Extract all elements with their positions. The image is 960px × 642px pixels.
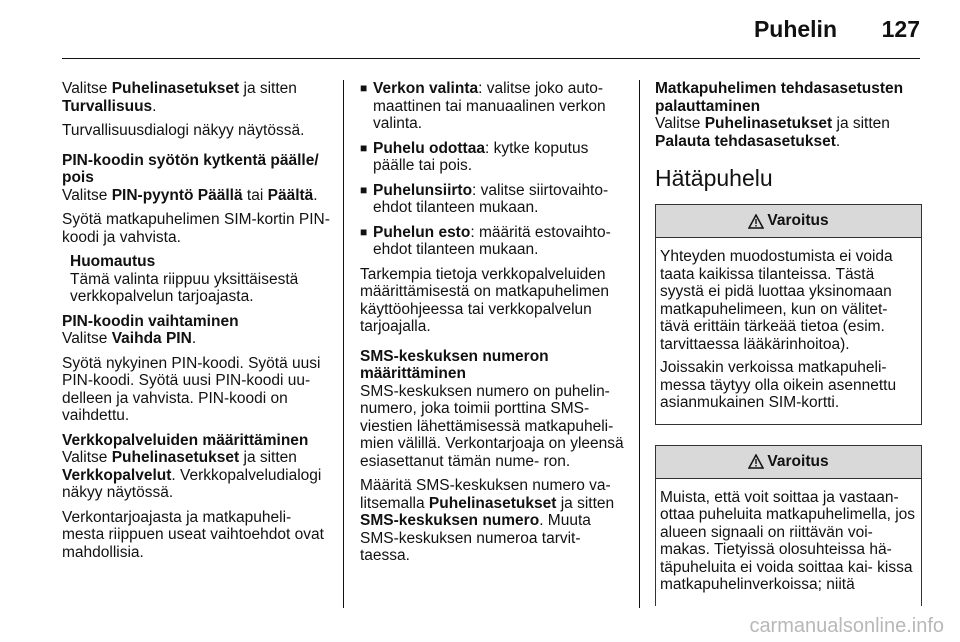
warning-icon [748,454,764,469]
warning-text: Yhteyden muodostumista ei voida taata kaikissa tilanteissa. Tästä syystä ei pidä luottaa yksinomaan matkapuhelimeen, kun on välitet- tävä erittäin tärkeää tietoa (esim. tarvittaessa lääkärinhoitoa). [660,248,893,353]
change-pin-text: Syötä nykyinen PIN-koodi. Syötä uusi PIN-koodi. Syötä uusi PIN-koodi uu- delleen ja vahvista. PIN-koodi on vaihdettu. [62,354,321,424]
bullet-icon: ■ [360,224,368,239]
warning-icon [748,214,764,229]
warning-title: Varoitus [767,452,829,470]
bullet-item: ■ Puhelunsiirto: valitse siirtovaihto- ehdot tilanteen mukaan. [360,181,609,216]
network-heading: Verkkopalveluiden määrittäminen [62,431,309,449]
bullet-icon: ■ [360,140,368,155]
warning-box [655,445,922,606]
note-text: Tämä valinta riippuu yksittäisestä verkkopalvelun tarjoajasta. [70,270,299,305]
warning-text: Joissakin verkoissa matkapuheli- messa täytyy olla oikein asennettu asianmukainen SIM-kortti. [660,359,897,411]
warning-body [656,238,921,424]
bullet-item: ■ Verkon valinta: valitse joko auto- maattinen tai manuaalinen verkon valinta. [360,80,606,132]
reset-heading: Matkapuhelimen tehdasasetusten palauttaminen [655,80,904,115]
reset-select: Valitse Puhelinasetukset ja sitten Palauta tehdasasetukset. [655,115,890,150]
sms-text: SMS-keskuksen numero on puhelin- numero, joka toimii porttina SMS- viestien lähettämisessä matkapuheli- mien välillä. Verkontarjoaja on yleensä esiasettanut tämän nume- ron. [360,382,624,470]
bullet-icon: ■ [360,182,368,197]
column-divider-2 [639,80,640,608]
warning-text: Muista, että voit soittaa ja vastaan- ottaa puheluita matkapuhelimella, jos alueen signaali on riittävän voi- makas. Tietyissä olosuhteissa hä- täpuheluita ei voida soittaa kai- kissa matkapuhelinverkoissa; niitä [660,488,916,593]
bullet-icon: ■ [360,81,368,95]
section-title: Hätäpuhelu [655,165,773,191]
bullet-item: ■ Puhelu odottaa: kytke koputus päälle tai pois. [360,139,589,174]
warning-box [655,204,922,425]
watermark: carmanualsonline.info [749,615,944,637]
note [62,253,330,306]
header-title: Puhelin [753,16,837,42]
column-2 [360,80,624,572]
intro-paragraph: Valitse Puhelinasetukset ja sitten Turvallisuus. [62,80,297,115]
pin-text: Syötä matkapuhelimen SIM-kortin PIN-koodi ja vahvista. [62,211,330,246]
column-3 [655,80,922,626]
note-title: Huomautus [70,253,156,270]
change-pin-heading: PIN-koodin vaihtaminen [62,312,239,330]
network-text: Verkontarjoajasta ja matkapuheli- mesta riippuen useat vaihtoehdot ovat mahdollisia. [62,508,324,561]
warning-header [656,205,921,238]
change-pin-select: Valitse Vaihda PIN. [62,330,197,347]
column-1 [62,80,330,568]
pin-select-paragraph: Valitse PIN-pyyntö Päällä tai Päältä. [62,186,318,204]
warning-title: Varoitus [767,212,829,230]
warning-header [656,446,921,479]
page-number: 127 [881,16,920,42]
network-select: Valitse Puhelinasetukset ja sitten Verkkopalvelut. Verkkopalveludialogi näkyy näytössä. [62,449,322,501]
warning-body [656,479,921,606]
header-rule [62,58,920,59]
more-info-text: Tarkempia tietoja verkkopalveluiden määrittämisestä on matkapuhelimen käyttöohjeessa tai verkkopalvelun tarjoajalla. [360,265,609,335]
column-divider-1 [343,80,344,608]
pin-heading: PIN-koodin syötön kytkentä päälle/ pois [62,151,319,186]
intro-line2: Turvallisuusdialogi näkyy näytössä. [62,122,305,139]
sms-select: Määritä SMS-keskuksen numero va- litsemalla Puhelinasetukset ja sitten SMS-keskuksen numero. Muuta SMS-keskuksen numeroa tarvit- taessa. [360,477,615,564]
bullet-item: ■ Puhelun esto: määritä estovaihto- ehdot tilanteen mukaan. [360,223,611,258]
sms-heading: SMS-keskuksen numeron määrittäminen [360,347,549,382]
